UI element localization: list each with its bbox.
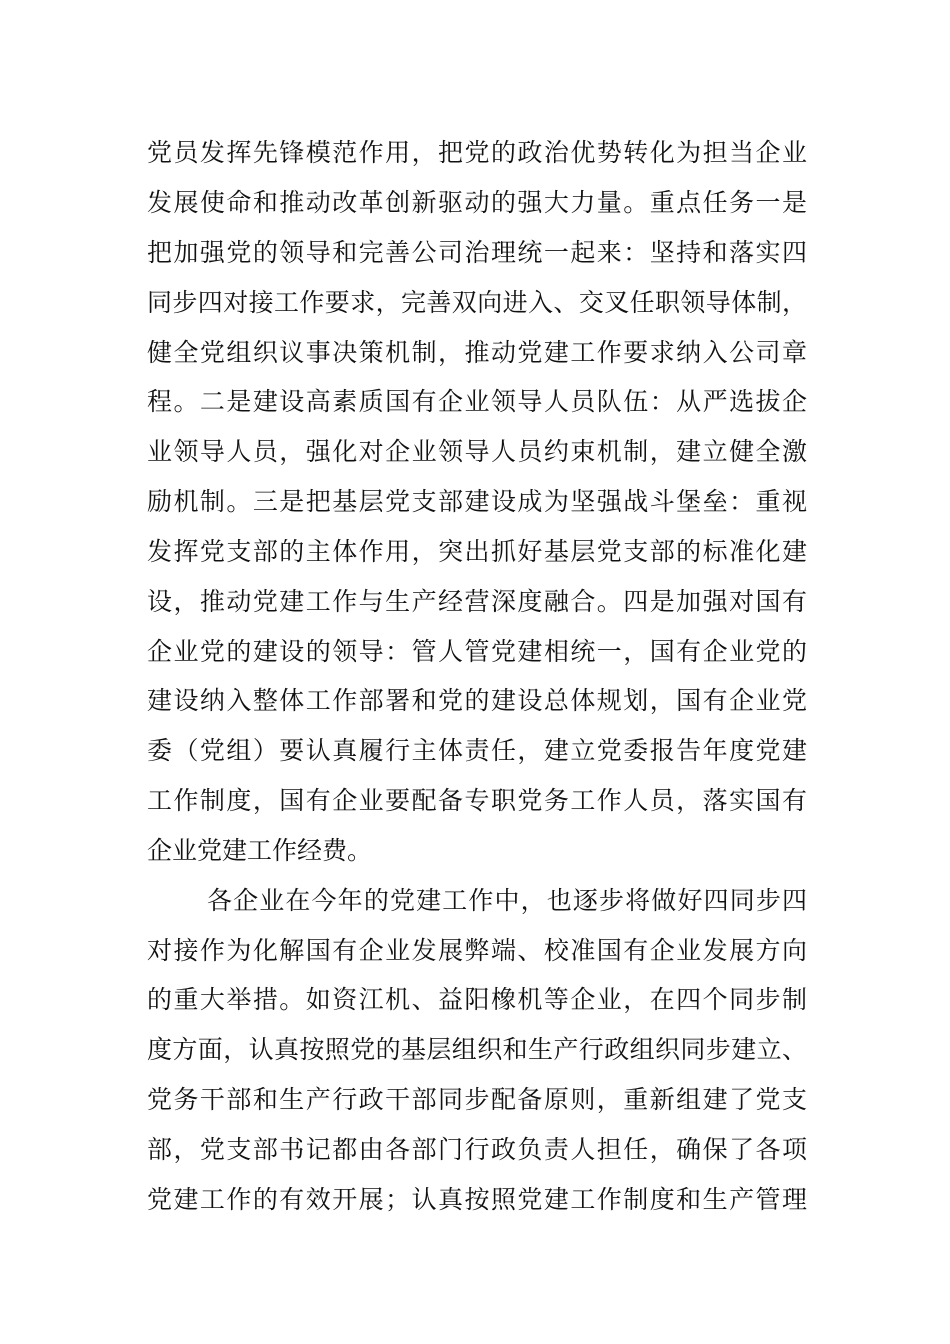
paragraph-line: 把加强党的领导和完善公司治理统一起来：坚持和落实四	[147, 238, 807, 267]
paragraph-line: 企业党的建设的领导：管人管党建相统一，国有企业党的	[147, 637, 807, 666]
paragraph-line: 程。二是建设高素质国有企业领导人员队伍：从严选拔企	[147, 387, 807, 416]
paragraph-line: 部，党支部书记都由各部门行政负责人担任，确保了各项	[147, 1135, 807, 1164]
paragraph-line: 工作制度，国有企业要配备专职党务工作人员，落实国有	[147, 786, 807, 815]
paragraph-line: 发展使命和推动改革创新驱动的强大力量。重点任务一是	[147, 188, 807, 217]
paragraph-line: 委（党组）要认真履行主体责任，建立党委报告年度党建	[147, 736, 807, 765]
paragraph-line: 建设纳入整体工作部署和党的建设总体规划，国有企业党	[147, 686, 807, 715]
paragraph-line: 党建工作的有效开展；认真按照党建工作制度和生产管理	[147, 1185, 807, 1214]
paragraph-line: 业领导人员，强化对企业领导人员约束机制，建立健全激	[147, 437, 807, 466]
paragraph-line: 设，推动党建工作与生产经营深度融合。四是加强对国有	[147, 587, 807, 616]
paragraph-line: 发挥党支部的主体作用，突出抓好基层党支部的标准化建	[147, 537, 807, 566]
paragraph-line: 党员发挥先锋模范作用，把党的政治优势转化为担当企业	[147, 138, 807, 167]
paragraph-line: 各企业在今年的党建工作中，也逐步将做好四同步四	[207, 886, 807, 915]
paragraph-line: 励机制。三是把基层党支部建设成为坚强战斗堡垒：重视	[147, 487, 807, 516]
paragraph-line: 党务干部和生产行政干部同步配备原则，重新组建了党支	[147, 1085, 807, 1114]
paragraph-line: 同步四对接工作要求，完善双向进入、交叉任职领导体制，	[147, 288, 807, 317]
paragraph-line: 企业党建工作经费。	[147, 836, 373, 865]
paragraph-line: 度方面，认真按照党的基层组织和生产行政组织同步建立、	[147, 1035, 807, 1064]
paragraph-line: 的重大举措。如资江机、益阳橡机等企业，在四个同步制	[147, 985, 807, 1014]
paragraph-line: 对接作为化解国有企业发展弊端、校准国有企业发展方向	[147, 936, 807, 965]
paragraph-line: 健全党组织议事决策机制，推动党建工作要求纳入公司章	[147, 338, 807, 367]
